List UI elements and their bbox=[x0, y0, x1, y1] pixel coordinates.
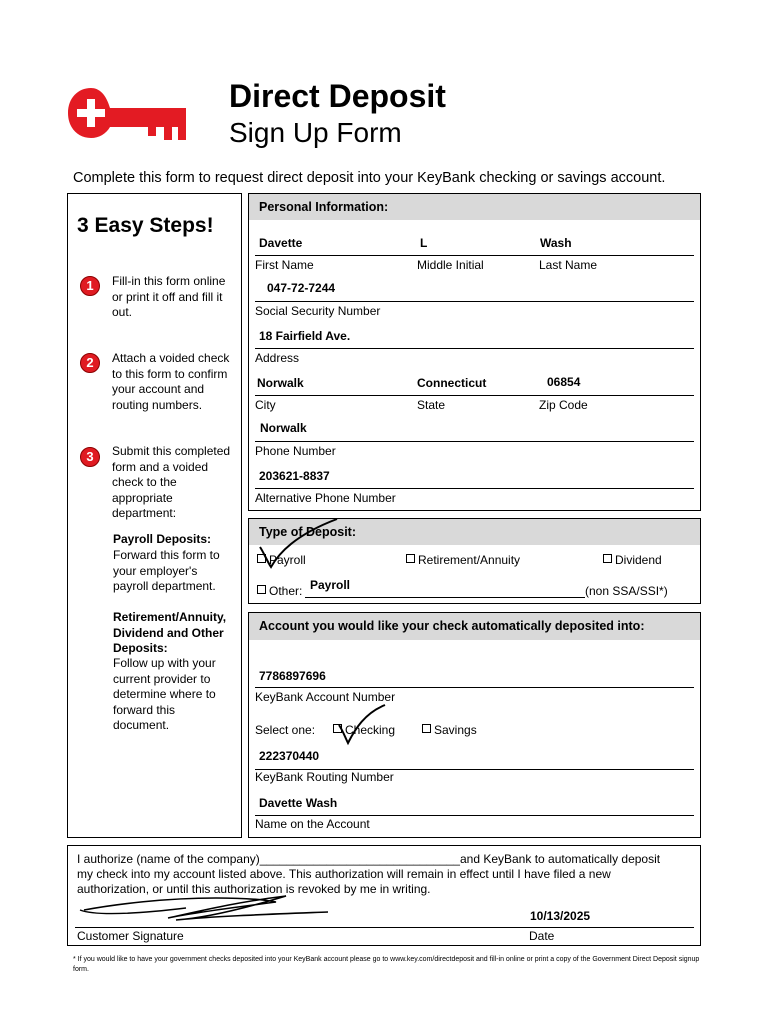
payroll-checkmark-icon bbox=[257, 517, 347, 573]
authorization-line-3: authorization, or until this authorization is revoked by me in writing. bbox=[77, 882, 431, 896]
dividend-checkbox[interactable] bbox=[603, 554, 612, 563]
customer-signature-label: Customer Signature bbox=[77, 929, 184, 943]
step-3-text: Submit this completed form and a voided check to the appropriate department: bbox=[112, 444, 231, 521]
signature-date-value[interactable]: 10/13/2025 bbox=[530, 909, 591, 923]
checking-option-label: Checking bbox=[345, 723, 396, 737]
page-subtitle: Sign Up Form bbox=[229, 117, 402, 148]
alt-phone-line bbox=[255, 488, 694, 489]
account-number-value[interactable]: 7786897696 bbox=[259, 669, 326, 683]
step-2-text: Attach a voided check to this form to confirm your account and routing numbers. bbox=[112, 351, 230, 412]
savings-option-label: Savings bbox=[434, 723, 477, 737]
signature-line bbox=[75, 927, 694, 928]
account-name-value[interactable]: Davette Wash bbox=[259, 796, 338, 810]
other-line bbox=[305, 597, 585, 598]
other-note: (non SSA/SSI*) bbox=[585, 584, 668, 598]
retirement-checkbox[interactable] bbox=[406, 554, 415, 563]
name-line bbox=[255, 255, 694, 256]
authorization-line-1: I authorize (name of the company)______________________________and KeyBank to automatically deposit bbox=[77, 852, 661, 866]
state-label: State bbox=[417, 398, 446, 412]
account-name-label: Name on the Account bbox=[255, 817, 370, 831]
ssn-line bbox=[255, 301, 694, 302]
checking-checkmark-icon bbox=[335, 701, 395, 747]
payroll-deposits-text: Forward this form to your employer's payroll department. bbox=[113, 548, 220, 594]
authorization-line-2: my check into my account listed above. This authorization will remain in effect until I have filed a new bbox=[77, 867, 611, 881]
state-value[interactable]: Connecticut bbox=[417, 376, 487, 390]
address-line bbox=[255, 348, 694, 349]
personal-info-header: Personal Information: bbox=[249, 194, 700, 220]
select-one-label: Select one: bbox=[255, 723, 316, 737]
retirement-deposits-title: Retirement/Annuity, Dividend and Other Deposits: bbox=[113, 610, 227, 656]
other-option[interactable] bbox=[257, 584, 302, 598]
city-label: City bbox=[255, 398, 276, 412]
account-number-line bbox=[255, 687, 694, 688]
account-number-label: KeyBank Account Number bbox=[255, 690, 396, 704]
deposit-type-section bbox=[248, 518, 701, 604]
zip-label: Zip Code bbox=[539, 398, 588, 412]
address-value[interactable]: 18 Fairfield Ave. bbox=[259, 329, 351, 343]
address-label: Address bbox=[255, 351, 300, 365]
phone-line bbox=[255, 441, 694, 442]
payroll-option-label: Payroll bbox=[269, 553, 306, 567]
city-line bbox=[255, 395, 694, 396]
step-1-badge: 1 bbox=[80, 276, 100, 296]
zip-value[interactable]: 06854 bbox=[547, 375, 581, 389]
savings-checkbox[interactable] bbox=[422, 724, 431, 733]
other-value[interactable]: Payroll bbox=[310, 578, 351, 592]
routing-number-label: KeyBank Routing Number bbox=[255, 770, 394, 784]
last-name-label: Last Name bbox=[539, 258, 598, 272]
account-header: Account you would like your check automatically deposited into: bbox=[249, 613, 700, 640]
retirement-option[interactable] bbox=[406, 553, 520, 567]
account-name-line bbox=[255, 815, 694, 816]
other-checkbox[interactable] bbox=[257, 585, 266, 594]
footnote: * If you would like to have your government checks deposited into your KeyBank account please go to www.key.com/directdeposit and fill-in online or print a copy of the Government Direct Deposit signup form. bbox=[73, 956, 700, 973]
alt-phone-label: Alternative Phone Number bbox=[255, 491, 396, 505]
dividend-option-label: Dividend bbox=[615, 553, 662, 567]
ssn-label: Social Security Number bbox=[255, 304, 381, 318]
middle-initial-value[interactable]: L bbox=[420, 236, 428, 250]
retirement-deposits-text: Follow up with your current provider to determine where to forward this document. bbox=[113, 656, 216, 733]
steps-panel bbox=[67, 193, 242, 838]
routing-number-value[interactable]: 222370440 bbox=[259, 749, 320, 763]
retirement-option-label: Retirement/Annuity bbox=[418, 553, 521, 567]
date-label: Date bbox=[529, 929, 555, 943]
deposit-type-header: Type of Deposit: bbox=[249, 519, 700, 545]
personal-info-section bbox=[248, 193, 701, 511]
dividend-option[interactable] bbox=[603, 553, 662, 567]
ssn-value[interactable]: 047-72-7244 bbox=[267, 281, 336, 295]
intro-text: Complete this form to request direct deposit into your KeyBank checking or savings account. bbox=[73, 170, 666, 186]
savings-option[interactable] bbox=[422, 723, 477, 737]
middle-initial-label: Middle Initial bbox=[417, 258, 484, 272]
customer-signature-image bbox=[76, 892, 338, 926]
city-value[interactable]: Norwalk bbox=[257, 376, 304, 390]
last-name-value[interactable]: Wash bbox=[540, 236, 572, 250]
steps-heading: 3 Easy Steps! bbox=[77, 214, 214, 237]
payroll-deposits-title: Payroll Deposits: bbox=[113, 532, 212, 546]
step-3-badge: 3 bbox=[80, 447, 100, 467]
phone-value[interactable]: Norwalk bbox=[260, 421, 307, 435]
account-section bbox=[248, 612, 701, 838]
keybank-logo bbox=[66, 86, 192, 142]
authorization-section bbox=[67, 845, 701, 946]
first-name-label: First Name bbox=[255, 258, 314, 272]
alt-phone-value[interactable]: 203621-8837 bbox=[259, 469, 330, 483]
phone-label: Phone Number bbox=[255, 444, 336, 458]
step-2-badge: 2 bbox=[80, 353, 100, 373]
first-name-value[interactable]: Davette bbox=[259, 236, 303, 250]
other-option-label: Other: bbox=[269, 584, 303, 598]
page-title: Direct Deposit bbox=[229, 78, 446, 114]
step-1-text: Fill-in this form online or print it off and fill it out. bbox=[112, 274, 226, 320]
